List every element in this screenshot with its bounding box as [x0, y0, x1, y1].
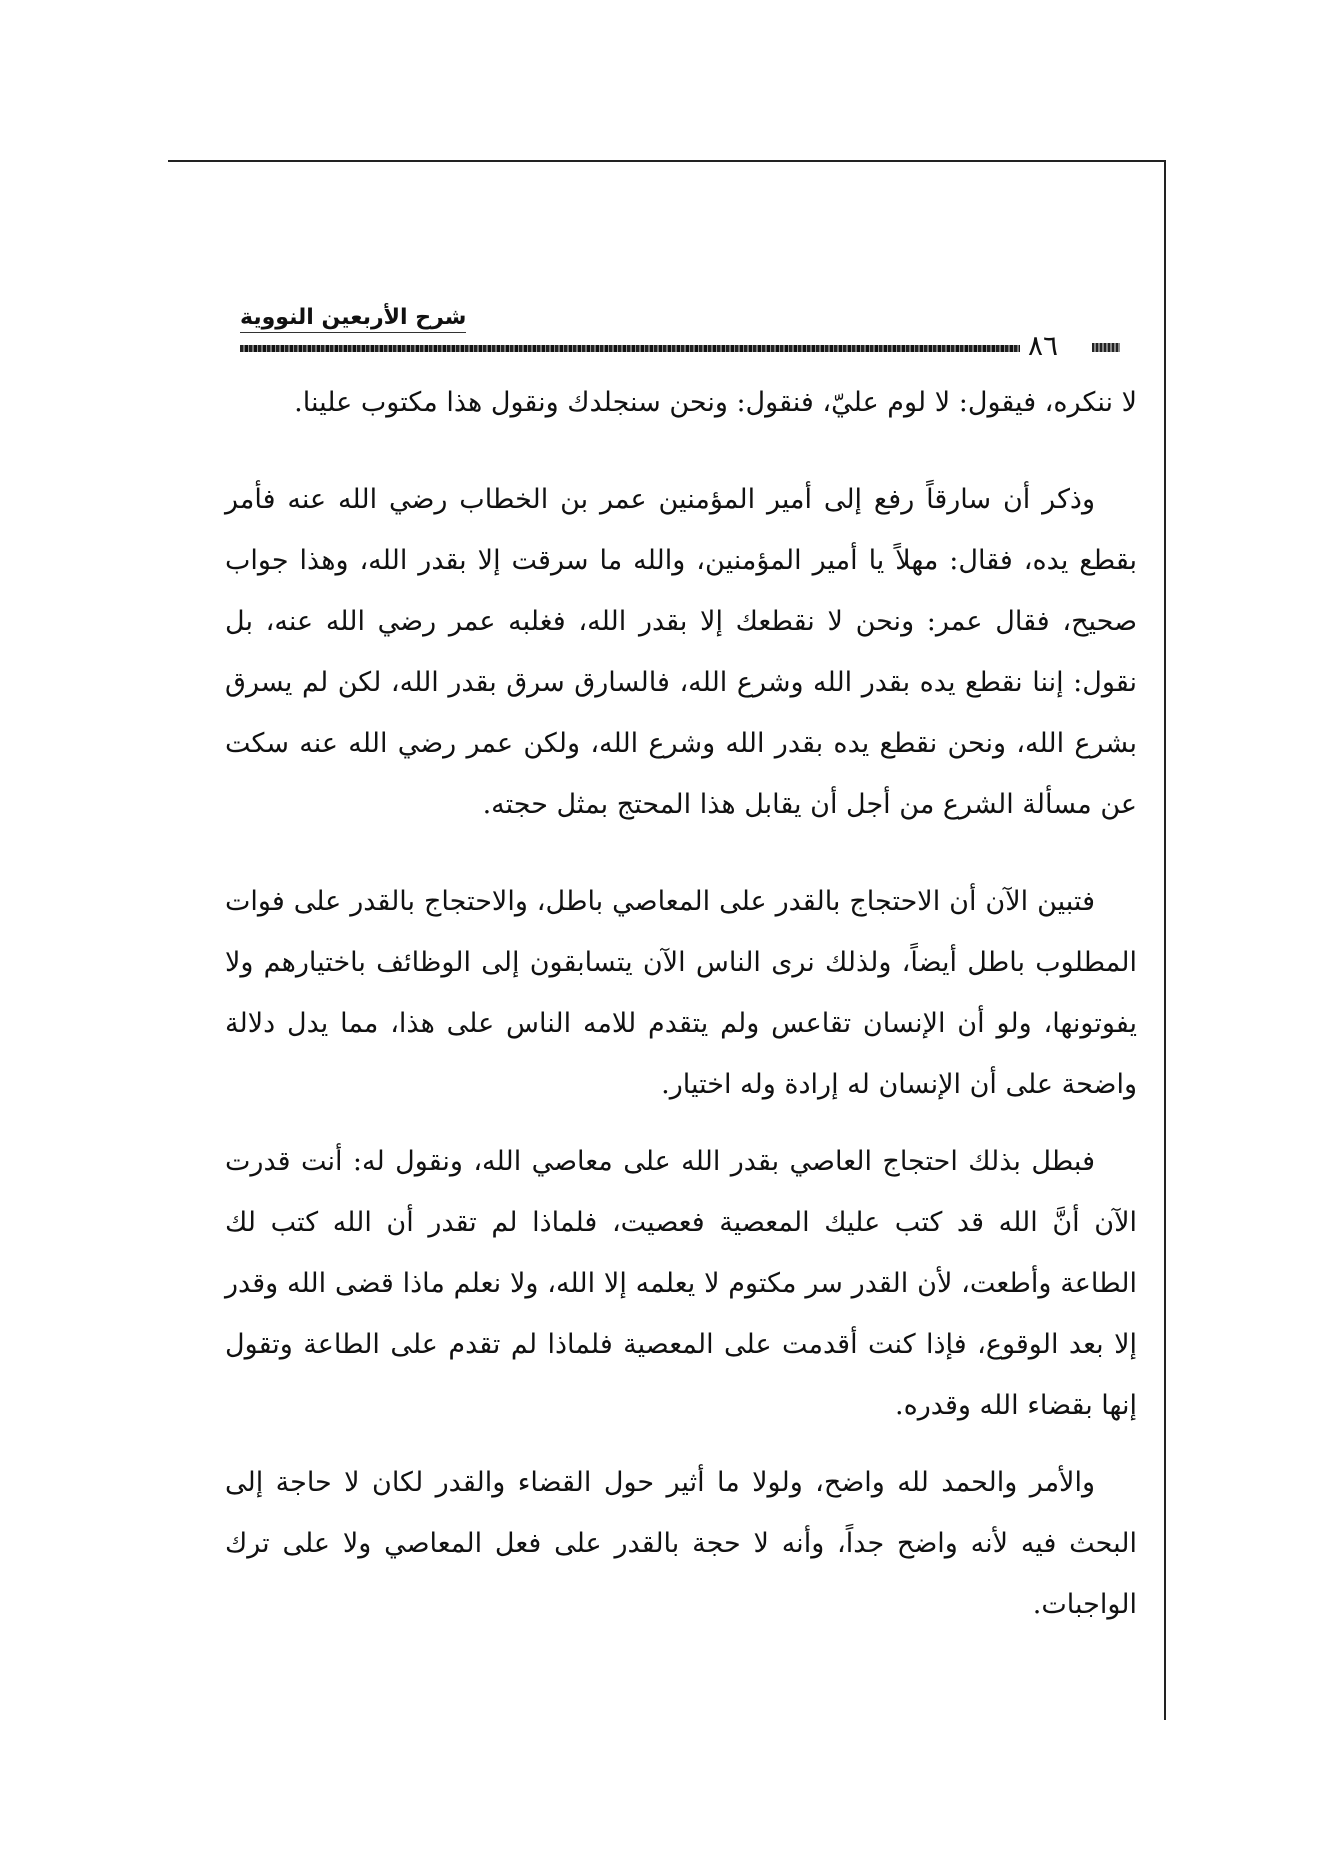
running-header — [240, 305, 1140, 365]
header-title: شرح الأربعين النووية — [240, 305, 466, 333]
paragraph: والأمر والحمد لله واضح، ولولا ما أثير حول القضاء والقدر لكان لا حاجة إلى البحث فيه لأنه واضح جداً، وأنه لا حجة بالقدر على فعل المعاصي ولا على ترك الواجبات. — [225, 1467, 1137, 1620]
page-number: ٨٦ — [1028, 329, 1059, 362]
paragraph: فبطل بذلك احتجاج العاصي بقدر الله على معاصي الله، ونقول له: أنت قدرت الآن أنَّ الله قد كتب عليك المعصية فعصيت، فلماذا لم تقدر أن الله كتب لك الطاعة وأطعت، لأن القدر سر مكتوم لا يعلمه إلا الله، ولا نعلم ماذا قضى الله وقدر إلا بعد الوقوع، فإذا كنت أقدمت على المعصية فلماذا لم تقدم على الطاعة وتقول إنها بقضاء الله وقدره. — [225, 1146, 1137, 1421]
paragraph: وذكر أن سارقاً رفع إلى أمير المؤمنين عمر بن الخطاب رضي الله عنه فأمر بقطع يده، فقال: مهلاً يا أمير المؤمنين، والله ما سرقت إلا بقدر الله، وهذا جواب صحيح، فقال عمر: ونحن لا نقطعك إلا بقدر الله، فغلبه عمر رضي الله عنه، بل نقول: إننا نقطع يده بقدر الله وشرع الله، فالسارق سرق بقدر الله، لكن لم يسرق بشرع الله، ونحن نقطع يده بقدر الله وشرع الله، ولكن عمر رضي الله عنه سكت عن مسألة الشرع من أجل أن يقابل هذا المحتج بمثل حجته. — [225, 484, 1137, 820]
page-right-rule — [1164, 160, 1166, 1720]
page-top-rule — [168, 160, 1166, 162]
header-end-mark — [1092, 343, 1120, 352]
paragraph-continuation: لا ننكره، فيقول: لا لوم عليّ، فنقول: ونحن سنجلدك ونقول هذا مكتوب علينا. — [294, 387, 1137, 418]
header-ornament-bar — [240, 345, 1020, 352]
page-body — [225, 372, 1137, 1635]
paragraph: فتبين الآن أن الاحتجاج بالقدر على المعاصي باطل، والاحتجاج بالقدر على فوات المطلوب باطل أيضاً، ولذلك نرى الناس الآن يتسابقون إلى الوظائف باختيارهم ولا يفوتونها، ولو أن الإنسان تقاعس ولم يتقدم للامه الناس على هذا، مما يدل دلالة واضحة على أن الإنسان له إرادة وله اختيار. — [225, 886, 1137, 1100]
